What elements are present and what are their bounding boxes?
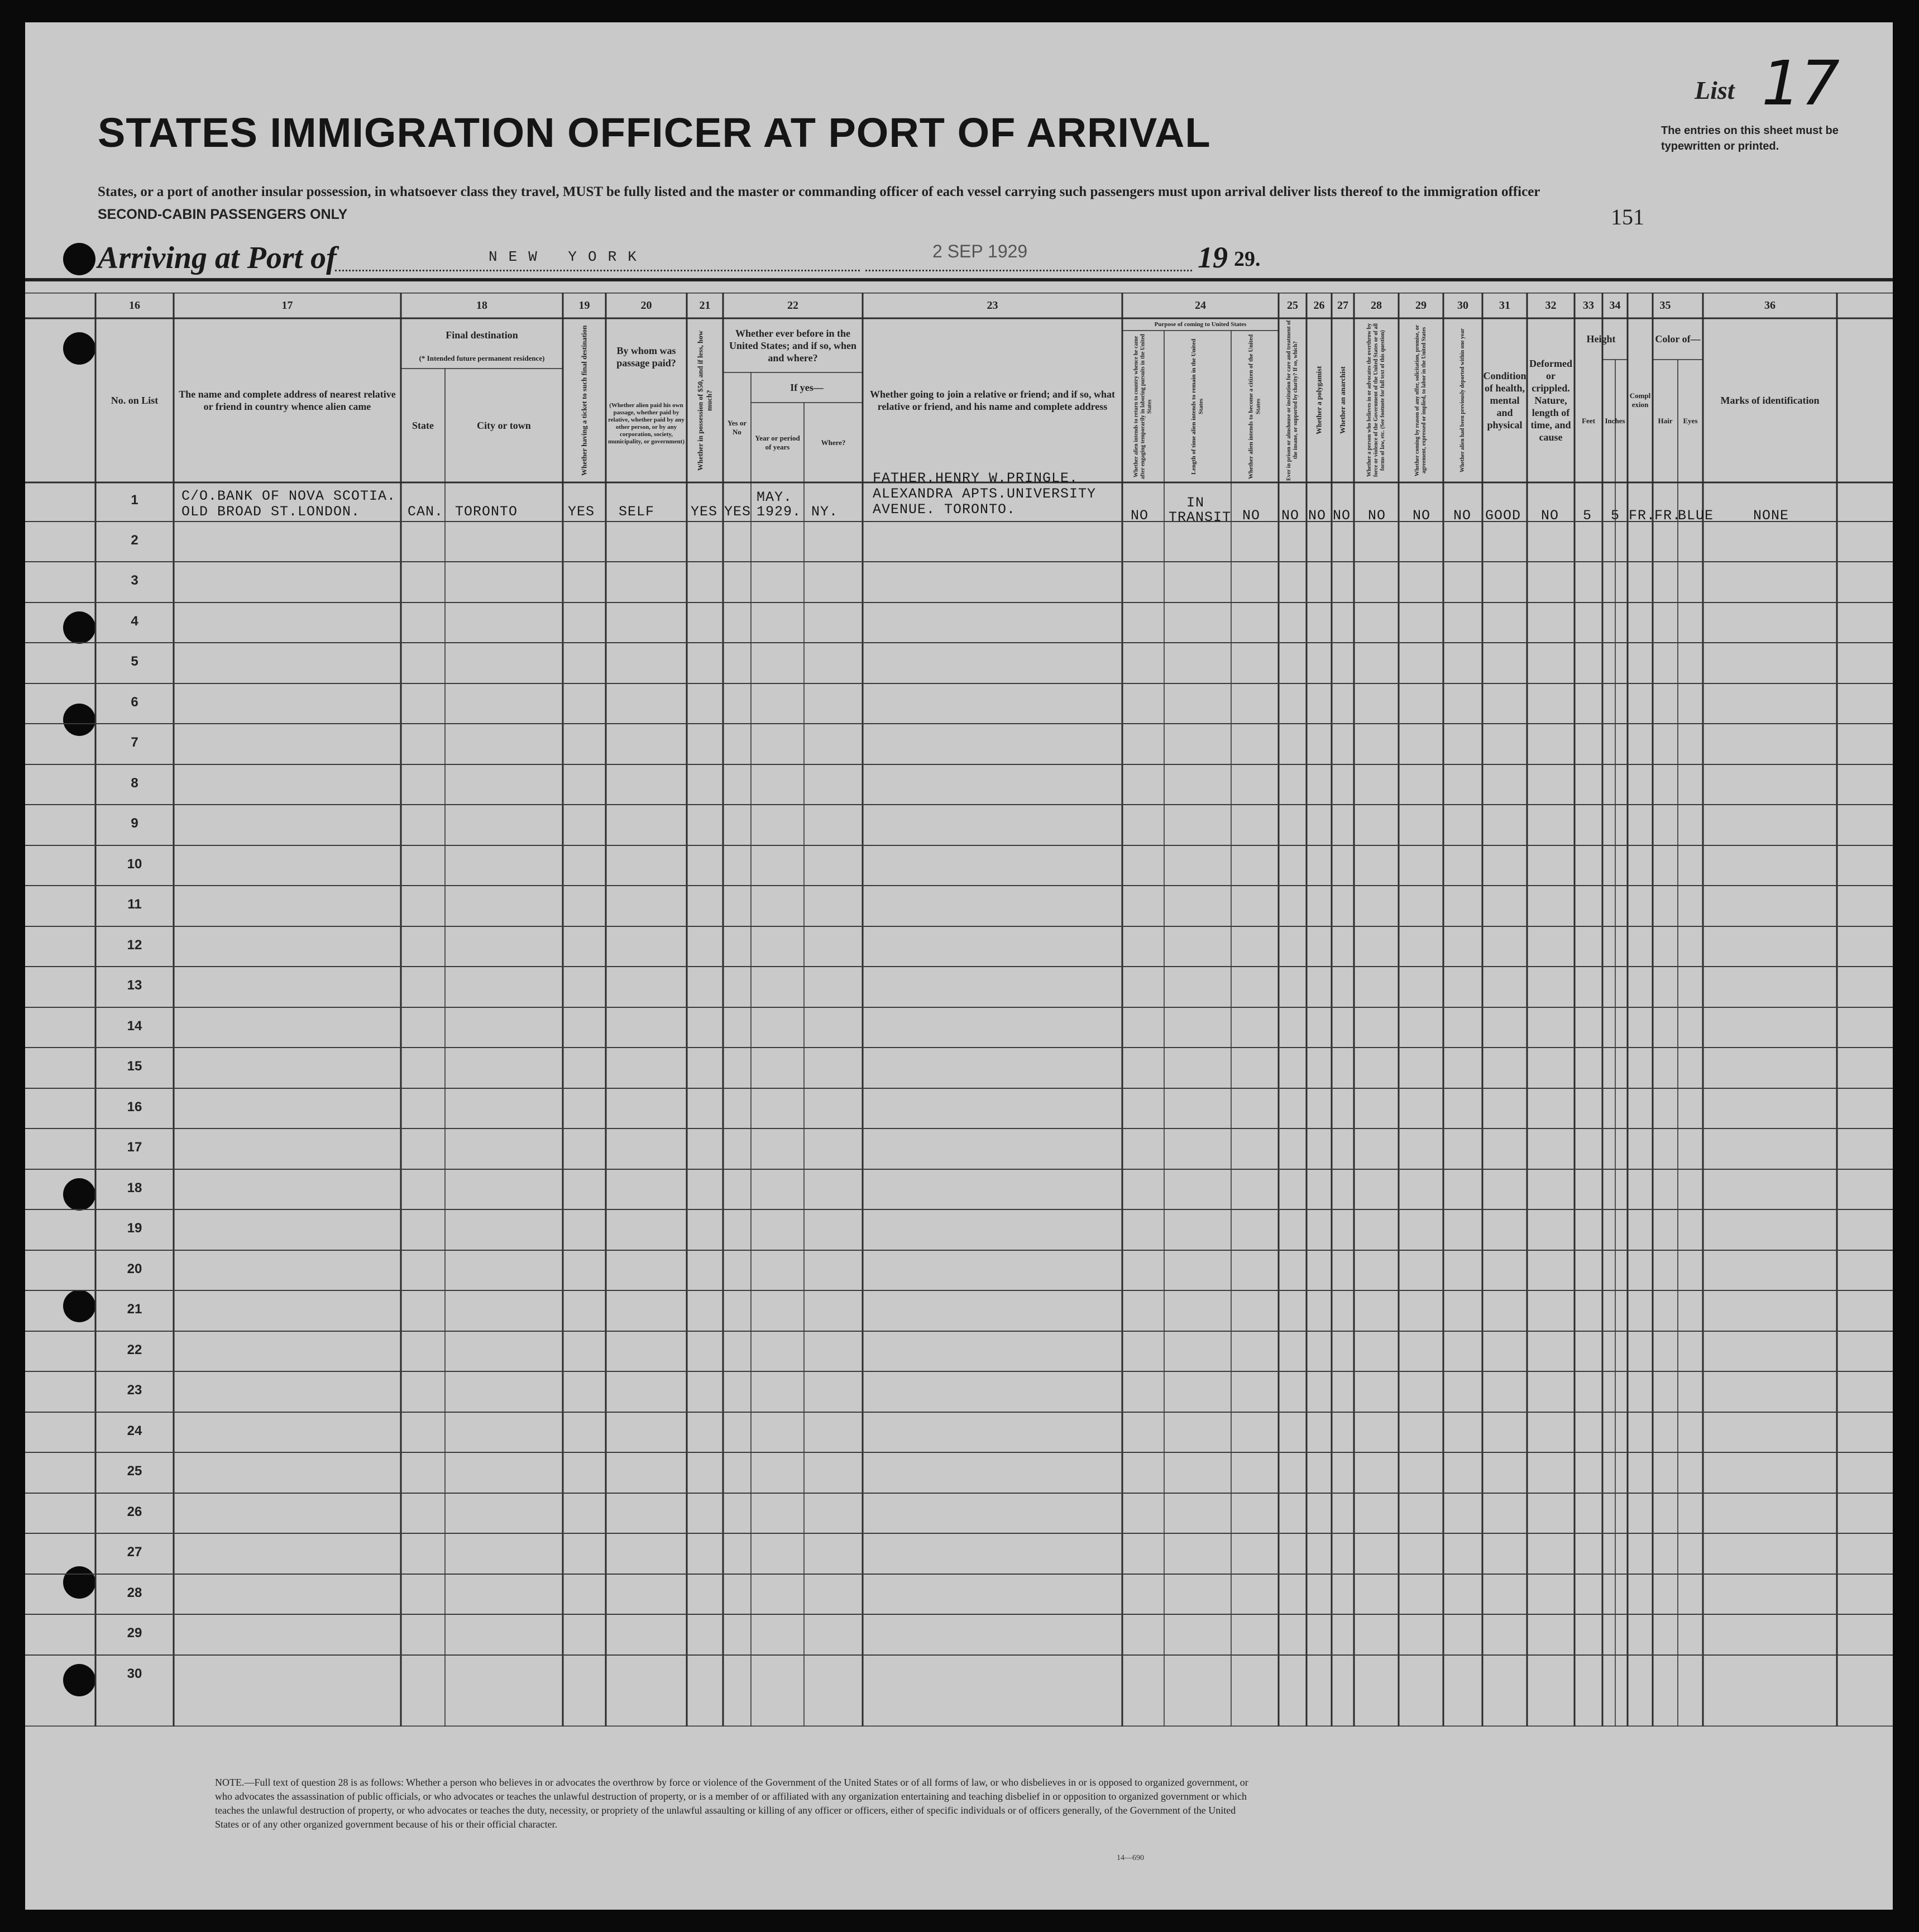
cell-money: YES bbox=[691, 504, 718, 520]
cell-ticket: YES bbox=[568, 504, 595, 520]
cell-inches: 5 bbox=[1611, 508, 1620, 524]
row-number: 30 bbox=[127, 1666, 142, 1681]
punch-hole bbox=[63, 243, 95, 275]
header-height: Height bbox=[1586, 333, 1616, 345]
cell-join-line1: FATHER.HENRY W.PRINGLE. bbox=[873, 470, 1079, 486]
column-number: 17 bbox=[281, 299, 293, 312]
header-before-us: Whether ever before in the United States; and if so, when and where? bbox=[729, 327, 857, 364]
port-dotline bbox=[335, 270, 860, 271]
footnote: NOTE.—Full text of question 28 is as follows: Whether a person who believes in or advocates the overthrow by force or violence of the Government of the United States or of all forms of law, or who disbelieves in or is opposed to organized government, or who advocates the assassination of public officials, or who advocates or teaches the unlawful destruction of property, or is a member of or affiliated with any organization entertaining and teaching disbelief in or opposition to organized government or which teaches the unlawful destruction of property, or who advocates or teaches the duty, necessity, or propriety of the unlawful assaulting or killing of any officer or officers, either of specific individuals or of officers generally, of the Government of the United States or of any other organized government because of his or their official character. bbox=[215, 1777, 1248, 1830]
header-labor-offer: Whether coming by reason of any offer, solicitation, promise, or agreement, expressed or implied, to labor in the United States bbox=[1414, 324, 1427, 476]
row-number: 3 bbox=[131, 573, 138, 588]
cell-anarchist: NO bbox=[1333, 508, 1351, 524]
header-no-on-list: No. on List bbox=[111, 395, 159, 406]
cell-complexion: FR. bbox=[1629, 508, 1656, 524]
column-number: 24 bbox=[1195, 299, 1206, 312]
intro-text: States, or a port of another insular possession, in whatsoever class they travel, MUST be fully listed and the master or commanding officer of each vessel carrying such passengers must upon arrival deliver lists thereof to the immigration officer bbox=[98, 184, 1540, 199]
header-marks: Marks of identification bbox=[1720, 395, 1820, 406]
column-number: 18 bbox=[476, 299, 487, 312]
cell-marks: NONE bbox=[1753, 508, 1789, 524]
cell-state: CAN. bbox=[408, 504, 444, 520]
port-value: NEW YORK bbox=[489, 248, 648, 265]
column-number: 34 bbox=[1609, 299, 1621, 312]
header-return-country: Whether alien intends to return to country whence he came after engaging temporarily in laboring pursuits in the United States bbox=[1133, 334, 1153, 479]
cell-relative-line2: OLD BROAD ST.LONDON. bbox=[181, 504, 361, 520]
column-number: 32 bbox=[1545, 299, 1557, 312]
cell-labor: NO bbox=[1413, 508, 1431, 524]
column-number: 19 bbox=[578, 299, 590, 312]
row-number: 9 bbox=[131, 816, 138, 831]
header-passage: By whom was passage paid? bbox=[616, 345, 676, 369]
cell-overthrow: NO bbox=[1368, 508, 1386, 524]
cell-before-where: NY. bbox=[811, 504, 839, 520]
cell-before-us: YES bbox=[724, 504, 752, 520]
cell-length-stay1: IN bbox=[1186, 495, 1205, 511]
column-number: 23 bbox=[987, 299, 998, 312]
year-prefix: 19 bbox=[1198, 241, 1228, 274]
header-complexion: Complexion bbox=[1629, 391, 1651, 409]
row-number: 26 bbox=[127, 1504, 142, 1519]
date-stamp: 2 SEP 1929 bbox=[932, 241, 1028, 261]
sheet-number: 151 bbox=[1611, 204, 1644, 229]
header-money: Whether in possession of $50, and if less, how much? bbox=[696, 330, 714, 471]
row-number: 11 bbox=[127, 897, 142, 912]
header-final-destination: Final destination bbox=[446, 329, 518, 341]
column-number: 25 bbox=[1287, 299, 1298, 312]
header-color: Color of— bbox=[1655, 333, 1701, 345]
row-number: 10 bbox=[127, 857, 142, 872]
cabin-class: SECOND-CABIN PASSENGERS ONLY bbox=[98, 207, 348, 222]
header-deformed: Deformed or crippled. Nature, length of time, and cause bbox=[1529, 358, 1572, 443]
header-deported: Whether alien had been previously deported within one year bbox=[1459, 328, 1466, 472]
cell-deformed: NO bbox=[1541, 508, 1559, 524]
entries-note: The entries on this sheet must be typewritten or printed. bbox=[1661, 125, 1839, 152]
header-join-relative: Whether going to join a relative or friend; and if so, what relative or friend, and his name and complete address bbox=[870, 389, 1115, 412]
header-feet: Feet bbox=[1582, 417, 1595, 425]
column-number: 21 bbox=[699, 299, 711, 312]
manifest-sheet bbox=[25, 22, 1893, 1910]
cell-before-year2: 1929. bbox=[757, 504, 802, 520]
header-anarchist: Whether an anarchist bbox=[1338, 366, 1347, 434]
row-number: 25 bbox=[127, 1464, 142, 1479]
cell-hair: FR. bbox=[1654, 508, 1682, 524]
header-year-period: Year or period of years bbox=[755, 433, 800, 451]
cell-relative-line1: C/O.BANK OF NOVA SCOTIA. bbox=[181, 488, 396, 504]
header-ticket: Whether having a ticket to such final destination bbox=[580, 325, 588, 476]
column-number: 36 bbox=[1764, 299, 1776, 312]
row-number: 18 bbox=[127, 1180, 142, 1195]
column-number: 26 bbox=[1313, 299, 1325, 312]
cell-join-line3: AVENUE. TORONTO. bbox=[873, 501, 1016, 518]
row-number: 12 bbox=[127, 938, 142, 953]
row-number: 17 bbox=[127, 1140, 142, 1155]
row-number: 20 bbox=[127, 1261, 142, 1276]
row-number: 21 bbox=[127, 1302, 142, 1317]
row-number: 8 bbox=[131, 776, 138, 791]
row-number: 2 bbox=[131, 533, 138, 548]
header-inches: Inches bbox=[1605, 417, 1625, 425]
form-title: STATES IMMIGRATION OFFICER AT PORT OF ARRIVAL bbox=[98, 109, 1211, 156]
header-where: Where? bbox=[821, 438, 846, 447]
header-if-yes: If yes— bbox=[790, 382, 824, 393]
row-number: 6 bbox=[131, 695, 138, 710]
cell-polygamist: NO bbox=[1308, 508, 1327, 524]
header-rule bbox=[25, 278, 1893, 281]
column-number: 28 bbox=[1371, 299, 1382, 312]
column-number: 33 bbox=[1583, 299, 1594, 312]
list-number: 17 bbox=[1762, 47, 1840, 119]
row-number: 15 bbox=[127, 1059, 142, 1074]
column-number: 27 bbox=[1337, 299, 1348, 312]
header-polygamist: Whether a polygamist bbox=[1314, 366, 1323, 435]
row-number: 4 bbox=[131, 614, 138, 629]
cell-deported: NO bbox=[1453, 508, 1472, 524]
header-citizen: Whether alien intends to become a citizen of the United States bbox=[1247, 334, 1262, 479]
row-number: 28 bbox=[127, 1585, 142, 1600]
cell-feet: 5 bbox=[1583, 508, 1592, 524]
header-final-destination-note: (* Intended future permanent residence) bbox=[419, 354, 545, 362]
arriving-label: Arriving at Port of bbox=[98, 241, 337, 275]
header-purpose: Purpose of coming to United States bbox=[1154, 321, 1247, 328]
cell-eyes: BLUE bbox=[1678, 508, 1714, 524]
row-number: 5 bbox=[131, 654, 138, 669]
header-hair: Hair bbox=[1658, 417, 1673, 425]
cell-prison: NO bbox=[1281, 508, 1300, 524]
row-number: 23 bbox=[127, 1383, 142, 1398]
header-state: State bbox=[412, 420, 434, 431]
cell-passage-paid: SELF bbox=[619, 504, 655, 520]
row-number: 19 bbox=[127, 1221, 142, 1236]
row-number: 24 bbox=[127, 1423, 142, 1438]
cell-city: TORONTO bbox=[455, 504, 518, 520]
column-number: 22 bbox=[787, 299, 798, 312]
column-number: 20 bbox=[640, 299, 652, 312]
cell-health: GOOD bbox=[1485, 508, 1521, 524]
column-number: 29 bbox=[1415, 299, 1427, 312]
header-yes-no: Yes or No bbox=[727, 418, 747, 436]
row-number: 1 bbox=[131, 492, 138, 508]
header-overthrow: Whether a person who believes in or advocates the overthrow by force or violence of the Government of the United States or of all forms of law, etc. (See footnote for full text of this question) bbox=[1366, 323, 1386, 477]
row-number: 29 bbox=[127, 1625, 142, 1641]
list-label: List bbox=[1695, 76, 1735, 104]
header-eyes: Eyes bbox=[1683, 417, 1698, 425]
date-dotline bbox=[865, 270, 1192, 271]
header-passage-note: (Whether alien paid his own passage, whether paid by relative, whether paid by any other person, or by any corporation, society, municipality, or government) bbox=[608, 402, 685, 445]
header-nearest-relative: The name and complete address of nearest relative or friend in country whence alien came bbox=[179, 389, 396, 412]
cell-citizen: NO bbox=[1242, 508, 1261, 524]
manifest-table bbox=[25, 293, 1893, 1727]
row-number: 22 bbox=[127, 1342, 142, 1357]
year-suffix: 29. bbox=[1234, 247, 1261, 271]
cell-before-year1: MAY. bbox=[757, 489, 793, 505]
form-code: 14—690 bbox=[1117, 1854, 1144, 1862]
row-number: 7 bbox=[131, 735, 138, 750]
column-number: 30 bbox=[1457, 299, 1468, 312]
column-number: 16 bbox=[129, 299, 140, 312]
cell-return-country: NO bbox=[1131, 508, 1149, 524]
header-health: Condition of health, mental and physical bbox=[1483, 370, 1526, 431]
column-number: 35 bbox=[1659, 299, 1671, 312]
header-prison: Ever in prison or almshouse or institution for care and treatment of the insane, or supported by charity? If so, which? bbox=[1286, 320, 1299, 481]
header-length-stay: Length of time alien intends to remain in the United States bbox=[1190, 338, 1204, 475]
header-city: City or town bbox=[477, 420, 531, 431]
cell-join-line2: ALEXANDRA APTS.UNIVERSITY bbox=[873, 486, 1097, 502]
row-number: 16 bbox=[127, 1099, 142, 1115]
row-number: 14 bbox=[127, 1018, 142, 1034]
cell-length-stay2: TRANSIT bbox=[1169, 509, 1232, 525]
row-number: 13 bbox=[127, 978, 142, 993]
column-number: 31 bbox=[1499, 299, 1510, 312]
row-number: 27 bbox=[127, 1544, 142, 1560]
